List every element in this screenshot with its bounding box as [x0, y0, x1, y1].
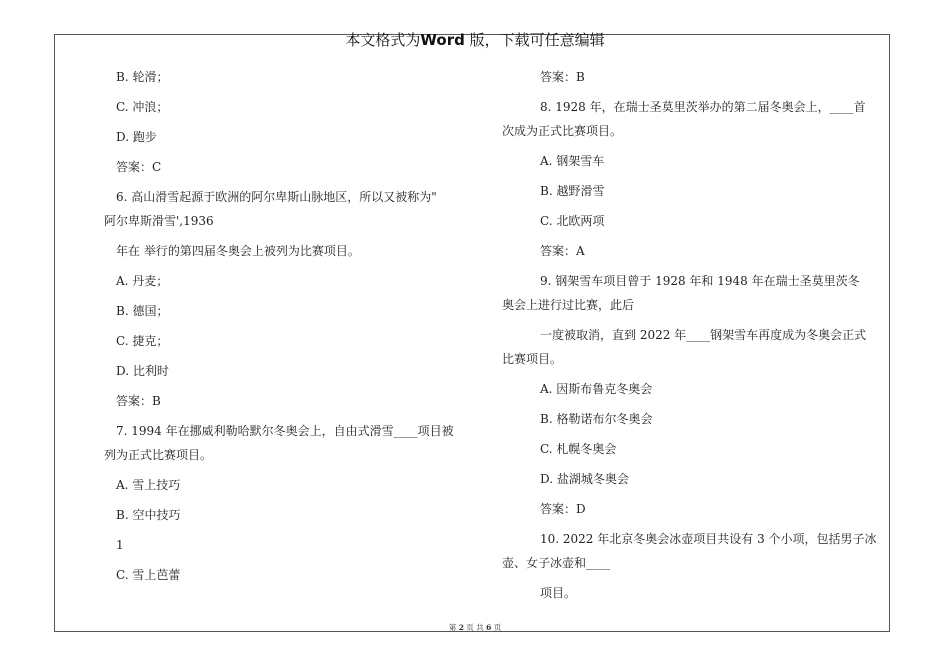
right-line: 答案：A: [540, 244, 585, 258]
left-line: D. 比利时: [116, 364, 169, 378]
header-title-word: Word: [420, 31, 465, 49]
left-line: B. 轮滑；: [116, 70, 169, 84]
right-line: 10. 2022 年北京冬奥会冰壶项目共设有 3 个小项，包括男子冰: [540, 532, 877, 546]
right-line: D. 盐湖城冬奥会: [540, 472, 629, 486]
left-line: C. 雪上芭蕾: [116, 568, 181, 582]
right-line: C. 札幌冬奥会: [540, 442, 617, 456]
right-line: A. 因斯布鲁克冬奥会: [540, 382, 653, 396]
right-line: B. 格勒诺布尔冬奥会: [540, 412, 653, 426]
left-line: C. 冲浪；: [116, 100, 169, 114]
right-line: 9. 钢架雪车项目曾于 1928 年和 1948 年在瑞士圣莫里茨冬: [540, 274, 860, 288]
right-line: 答案：B: [540, 70, 585, 84]
right-line: 项目。: [540, 586, 577, 600]
left-line: 1: [116, 538, 124, 552]
right-line: 比赛项目。: [502, 352, 563, 366]
left-line: 阿尔卑斯滑雪',1936: [104, 214, 214, 228]
left-line: B. 空中技巧: [116, 508, 181, 522]
right-line: B. 越野滑雪: [540, 184, 605, 198]
page-footer: [0, 622, 950, 633]
footer-post: 页: [493, 623, 502, 632]
right-line: 一度被取消，直到 2022 年____钢架雪车再度成为冬奥会正式: [540, 328, 867, 342]
right-line: 答案：D: [540, 502, 586, 516]
right-line: 壶、女子冰壶和____: [502, 556, 611, 570]
right-line: A. 钢架雪车: [540, 154, 605, 168]
page-header: [0, 30, 950, 50]
left-line: 6. 高山滑雪起源于欧洲的阿尔卑斯山脉地区，所以又被称为": [116, 190, 437, 204]
right-line: 8. 1928 年，在瑞士圣莫里茨举办的第二届冬奥会上，____首: [540, 100, 866, 114]
header-title-pre: 本文格式为: [345, 31, 421, 49]
left-line: 答案：B: [116, 394, 161, 408]
left-line: 7. 1994 年在挪威利勒哈默尔冬奥会上，自由式滑雪____项目被: [116, 424, 454, 438]
left-line: 答案：C: [116, 160, 162, 174]
footer-total-pages: 6: [486, 623, 492, 632]
left-line: A. 雪上技巧: [116, 478, 181, 492]
right-line: 奥会上进行过比赛，此后: [502, 298, 635, 312]
header-title-post: 版，下载可任意编辑: [464, 31, 605, 49]
right-line: 次成为正式比赛项目。: [502, 124, 623, 138]
right-line: C. 北欧两项: [540, 214, 605, 228]
left-line: D. 跑步: [116, 130, 157, 144]
left-line: 年在 举行的第四届冬奥会上被列为比赛项目。: [116, 244, 360, 258]
footer-page-number: 2: [458, 623, 464, 632]
left-line: C. 捷克；: [116, 334, 169, 348]
left-line: B. 德国；: [116, 304, 169, 318]
left-line: 列为正式比赛项目。: [104, 448, 213, 462]
left-line: A. 丹麦；: [116, 274, 169, 288]
footer-pre: 第: [448, 623, 457, 632]
footer-mid: 页 共: [466, 623, 484, 632]
